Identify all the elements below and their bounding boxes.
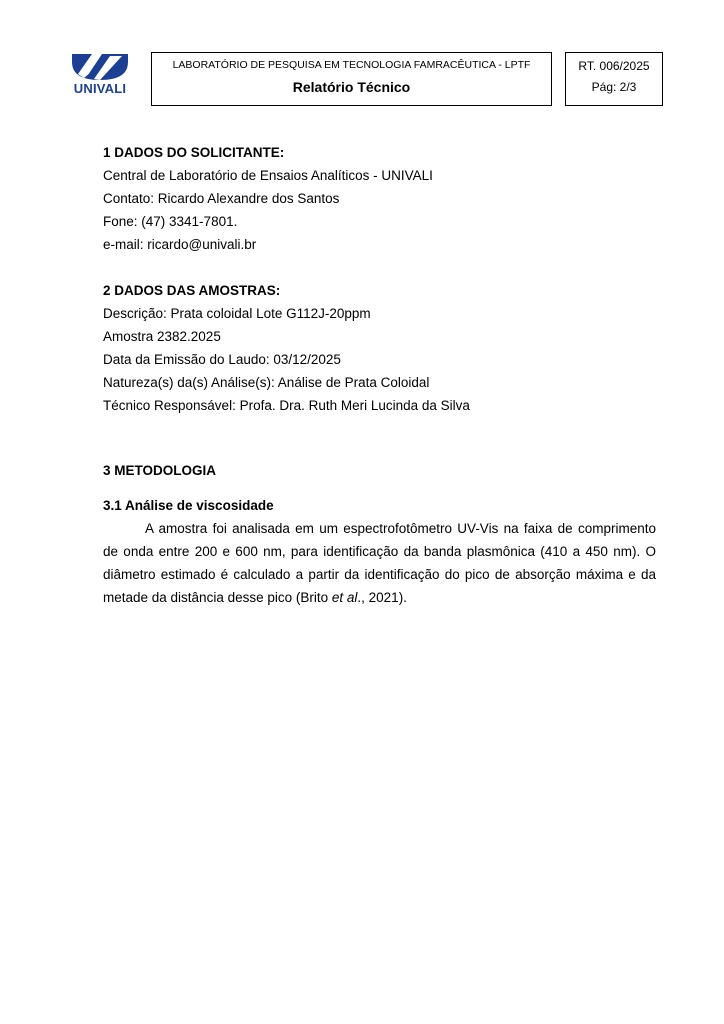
- amostras-line: Data da Emissão do Laudo: 03/12/2025: [103, 352, 341, 367]
- document-title: Relatório Técnico: [292, 79, 411, 95]
- section-heading-amostras: 2 DADOS DAS AMOSTRAS:: [103, 283, 281, 298]
- paragraph-text: A amostra foi analisada em um espectrofotômetro UV-Vis na faixa de comprimento de onda entre 200 e 600 nm, para identificação da banda plasmônica (410 a 450 nm). O diâmetro estimado é calculado a partir da identificação do pico de absorção máxima e da metade da distância desse pico (Brito: [103, 521, 656, 605]
- page-number: Pág: 2/3: [591, 80, 637, 94]
- univali-logo: [70, 52, 130, 98]
- paragraph-text-end: ., 2021).: [357, 590, 407, 605]
- solicitante-line: Central de Laboratório de Ensaios Analíticos - UNIVALI: [103, 168, 433, 183]
- header-title-box: [151, 52, 552, 106]
- paragraph-italic: et al: [331, 590, 358, 605]
- subsection-heading: 3.1 Análise de viscosidade: [103, 498, 274, 513]
- solicitante-line: e-mail: ricardo@univali.br: [103, 237, 257, 252]
- solicitante-line: Contato: Ricardo Alexandre dos Santos: [103, 191, 340, 206]
- solicitante-line: Fone: (47) 3341-7801.: [103, 214, 238, 229]
- document-body: [103, 141, 656, 609]
- report-code: RT. 006/2025: [578, 59, 650, 73]
- methodology-paragraph: [103, 517, 656, 609]
- section-heading-metodologia: 3 METODOLOGIA: [103, 463, 217, 478]
- header-ref-box: [565, 52, 663, 106]
- amostras-line: Natureza(s) da(s) Análise(s): Análise de Prata Coloidal: [103, 375, 430, 390]
- amostras-line: Descrição: Prata coloidal Lote G112J-20ppm: [103, 306, 371, 321]
- univali-logo-icon: [70, 52, 130, 82]
- section-heading-solicitante: 1 DADOS DO SOLICITANTE:: [103, 145, 285, 160]
- amostras-line: Amostra 2382.2025: [103, 329, 221, 344]
- lab-name: LABORATÓRIO DE PESQUISA EM TECNOLOGIA FAMRACÊUTICA - LPTF: [172, 59, 531, 71]
- logo-text: UNIVALI: [73, 81, 127, 96]
- amostras-line: Técnico Responsável: Profa. Dra. Ruth Meri Lucinda da Silva: [103, 398, 470, 413]
